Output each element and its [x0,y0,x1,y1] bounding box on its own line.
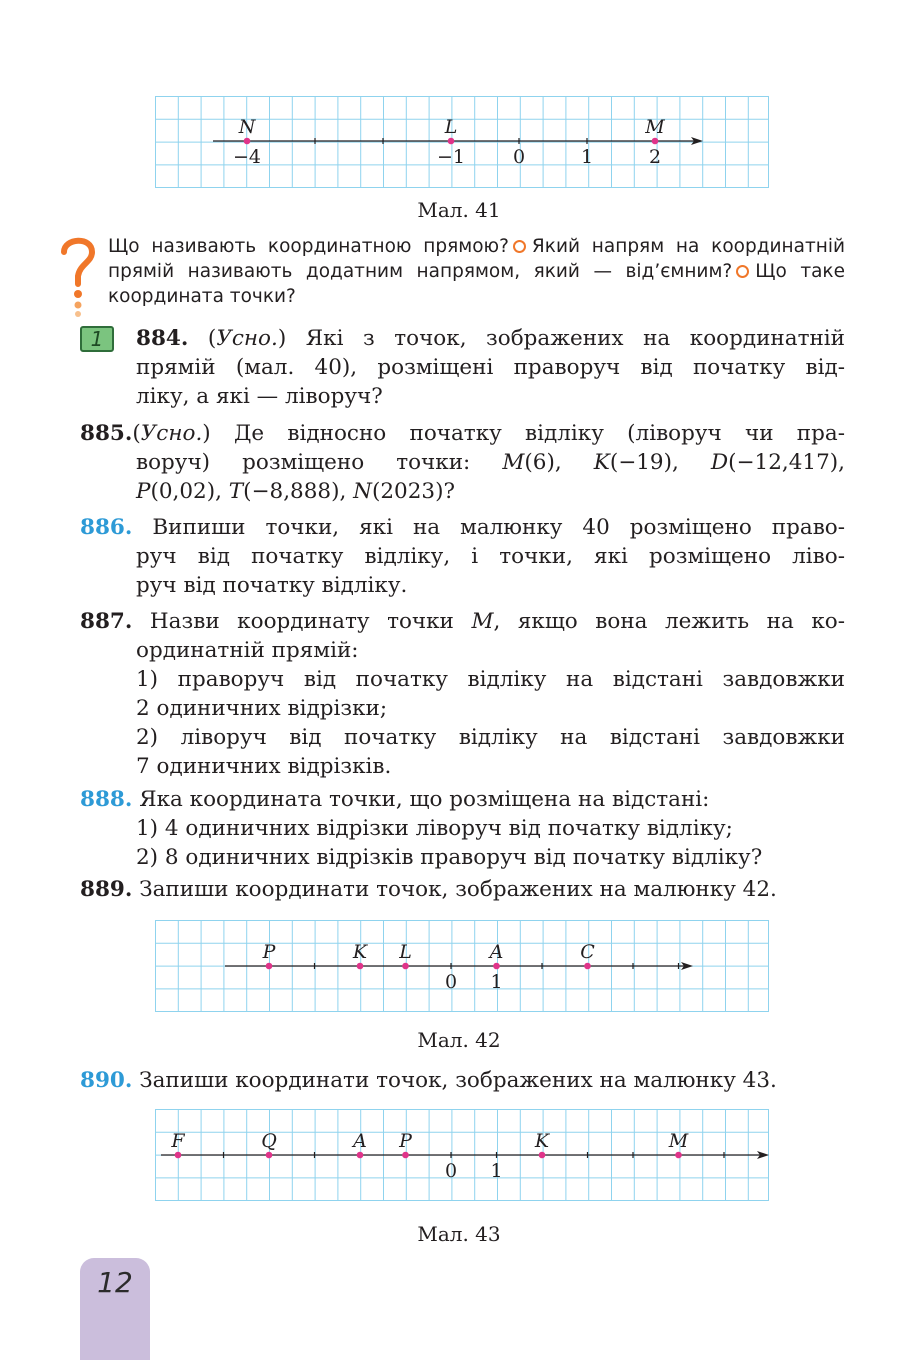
point-m [675,1152,682,1159]
exercise-890-line-1 [80,1066,845,1095]
point-name: P [136,479,151,504]
point-name: D [710,450,729,475]
point-c [584,963,591,970]
point-m [652,138,659,145]
point-p [402,1152,409,1159]
tick-label: 0 [444,971,458,993]
exercise-number: 886. [80,515,133,540]
figure-42-caption: Мал. 42 [417,1028,501,1052]
point-a [493,963,500,970]
point-label: F [171,1130,185,1152]
exercise-886-line-1 [80,513,845,542]
exercise-884 [80,324,845,411]
point-a [357,1152,364,1159]
exercise-887-line-3: 1) праворуч від початку відліку на відстані завдовжки [136,667,845,692]
point-name: M [502,450,525,475]
exercise-number: 885. [80,421,133,446]
tick-label: 2 [648,146,662,168]
exercise-text: Де відносно початку відліку (ліворуч чи пра- [233,421,845,446]
point-label: C [580,941,595,963]
tick-label: −1 [436,146,466,168]
point-p [266,963,273,970]
point-value: (−12,417), [728,450,845,475]
figure-42 [155,920,769,1012]
figure-41-caption: Мал. 41 [417,198,501,222]
exercise-888-line-3: 2) 8 одиничних відрізків праворуч від початку відліку? [136,845,763,870]
point-label: P [262,941,276,963]
number-line-figure-43 [155,1109,769,1201]
tick-label: 1 [490,1160,503,1182]
tick-label: 1 [580,146,594,168]
number-line-figure-41 [155,96,769,188]
question-3-start: Що таке [755,261,845,282]
exercise-887-line-1 [80,607,845,636]
exercise-887-line-2: ординатній прямій: [136,638,359,663]
point-label: L [444,116,458,138]
exercise-887-line-4: 2 одиничних відрізки; [136,696,388,721]
point-label: K [534,1130,550,1152]
point-name: K [593,450,610,475]
question-2-end: прямій називають додатним напрямом, який — від’ємним? [108,261,733,282]
exercise-888-line-1 [80,785,845,814]
point-name: N [353,479,372,504]
questions-line-2 [108,259,845,284]
exercise-text: воруч) розміщено точки: [136,450,471,475]
exercise-886 [80,513,845,600]
ring-bullet-icon [513,240,526,253]
point-label: Q [261,1130,277,1152]
point-value: (−19), [609,450,679,475]
point-value: (6), [524,450,562,475]
point-value: (0,02), [150,479,222,504]
exercise-890 [80,1066,845,1095]
point-label: N [238,116,256,138]
point-k [357,963,364,970]
questions-line-1 [108,234,845,259]
oral-note: Усно. [140,421,203,446]
tick-label: 0 [444,1160,458,1182]
point-label: A [353,1130,367,1152]
exercise-886-line-3: руч від початку відліку. [136,573,408,598]
exercise-887-line-6: 7 одиничних відрізків. [136,754,392,779]
exercise-number: 890. [80,1068,133,1093]
point-label: M [668,1130,689,1152]
exercise-number: 889. [80,877,133,902]
exercise-text: Запиши координати точок, зображених на малюнку 42. [139,877,777,902]
exercise-number: 884. [136,326,189,351]
tick-label: −4 [232,146,262,168]
tick-label: 0 [512,146,526,168]
ring-bullet-icon [736,265,749,278]
questions-line-3: координата точки? [108,286,296,307]
point-n [244,138,251,145]
point-l [448,138,455,145]
exercise-text: Випиши точки, які на малюнку 40 розміщено право- [152,515,846,540]
point-k [539,1152,546,1159]
question-2-start: Який напрям на координатній [531,236,845,257]
exercise-text: Яка координата точки, що розміщена на відстані: [139,787,710,812]
exercise-885-line-2 [80,448,845,477]
exercise-number: 888. [80,787,133,812]
point-label: L [399,941,412,963]
question-1: Що називають координатною прямою? [108,236,509,257]
exercise-884-line-1: 884. (Усно.) Які з точок, зображених на координатній [136,326,845,351]
exercise-885 [80,419,845,506]
exercise-884-line-2: прямій (мал. 40), розміщені праворуч від початку від- [136,355,845,380]
point-l [402,963,409,970]
exercise-886-line-2: руч від початку відліку, і точки, які розміщено ліво- [136,544,845,569]
exercise-888 [80,785,845,872]
point-name: M [471,609,494,634]
exercise-887 [80,607,845,781]
exercise-884-line-3: ліку, а які — ліворуч? [136,384,383,409]
question-mark-icon [56,232,100,318]
figure-41 [155,96,769,188]
point-label: P [399,1130,412,1152]
level-badge: 1 [80,326,114,352]
tick-label: 1 [490,971,503,993]
exercise-888-line-2: 1) 4 одиничних відрізки ліворуч від початку відліку; [136,816,733,841]
exercise-text: Назви координату точки [149,609,454,634]
number-line-figure-42 [155,920,769,1012]
figure-43 [155,1109,769,1201]
point-f [175,1152,182,1159]
point-label: A [489,941,504,963]
exercise-text: Запиши координати точок, зображених на малюнку 43. [139,1068,777,1093]
exercise-text: Які з точок, зображених на координатній [305,326,845,351]
exercise-889-line-1 [80,875,845,904]
point-name: T [228,479,244,504]
oral-note: Усно. [216,326,278,351]
exercise-text: , якщо вона лежить на ко- [493,609,845,634]
figure-43-caption: Мал. 43 [417,1222,501,1246]
point-value: (−8,888), [243,479,347,504]
review-questions [108,234,845,309]
exercise-885-line-3 [80,477,845,506]
exercise-887-line-5: 2) ліворуч від початку відліку на відстані завдовжки [136,725,845,750]
point-value: (2023)? [371,479,456,504]
point-q [266,1152,273,1159]
page-number-tab [80,1258,150,1360]
exercise-885-line-1: 885.(Усно.) Де відносно початку відліку (ліворуч чи пра- [80,421,845,446]
page-number: 12 [97,1266,133,1299]
point-label: K [352,941,368,963]
point-label: M [645,116,665,138]
exercise-889 [80,875,845,904]
exercise-number: 887. [80,609,133,634]
